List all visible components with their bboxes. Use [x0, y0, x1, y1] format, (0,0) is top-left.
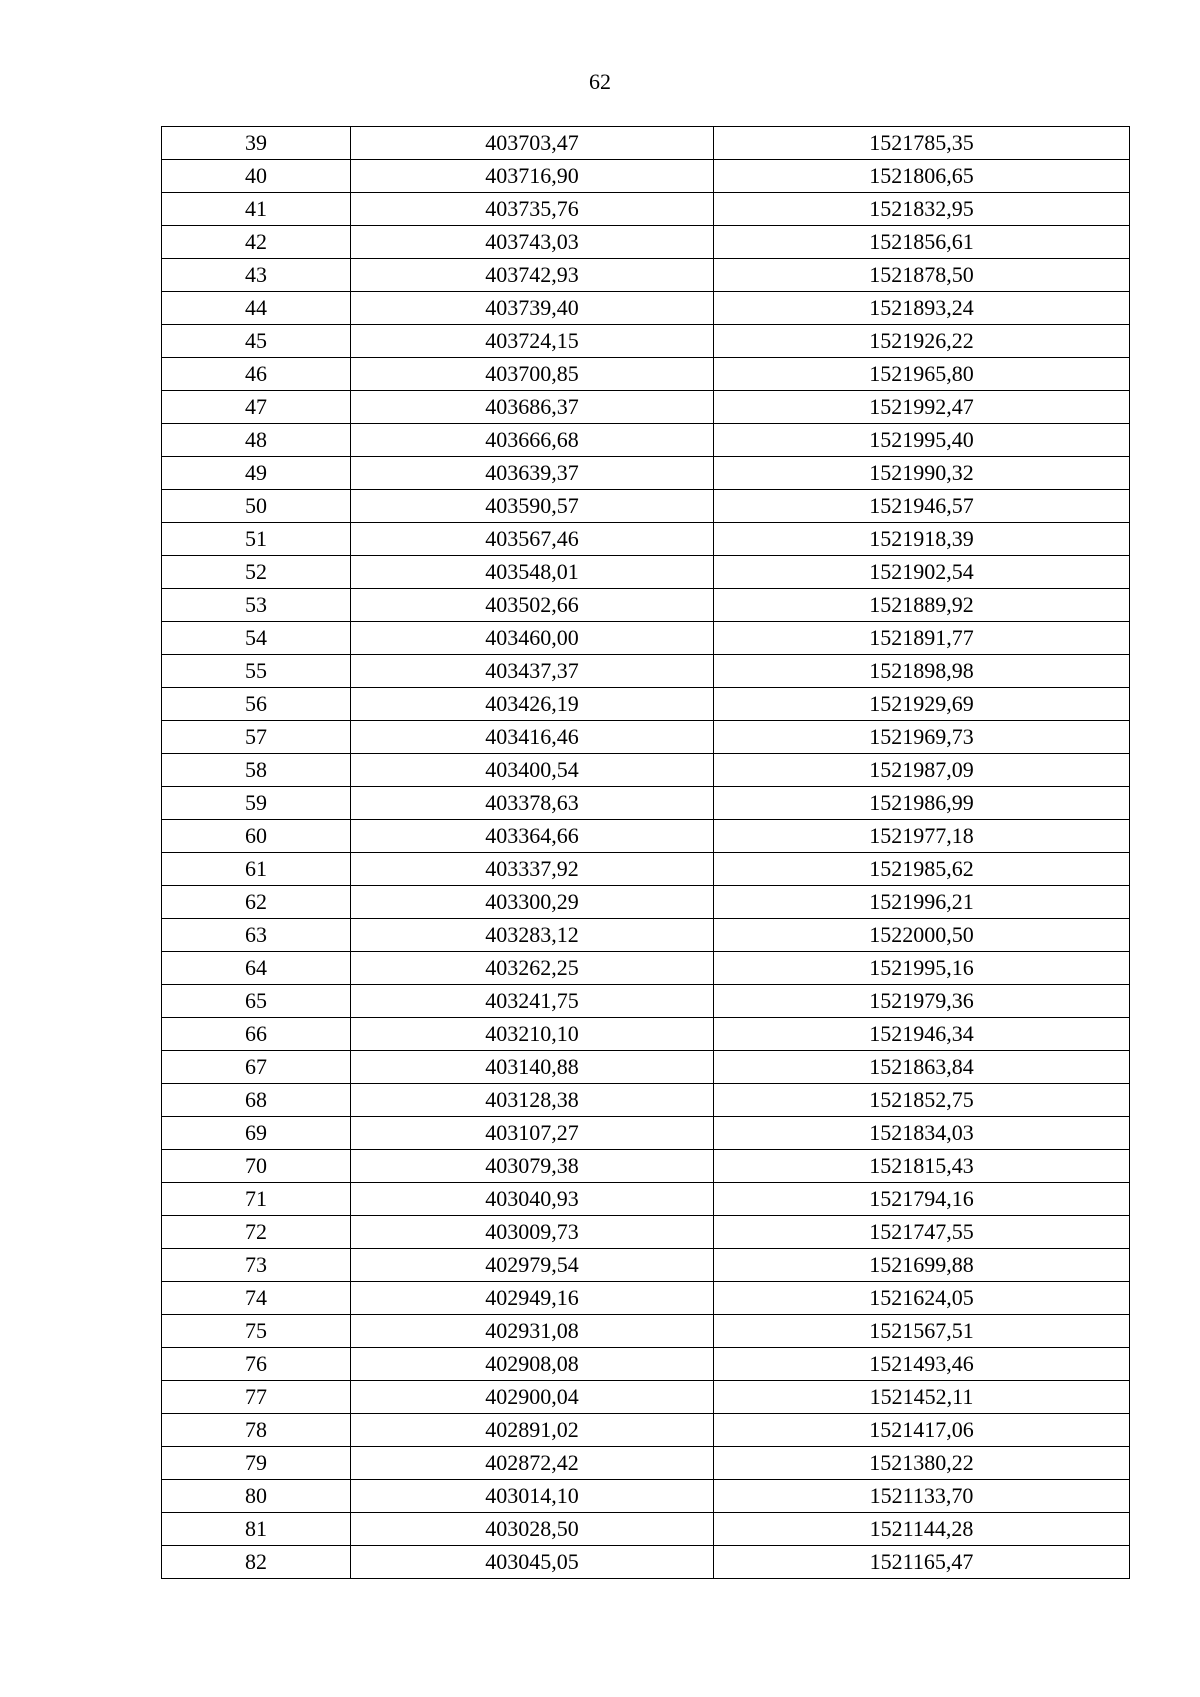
point-number-cell: 69 [162, 1117, 351, 1150]
x-coordinate-cell: 403743,03 [351, 226, 714, 259]
y-coordinate-cell: 1521891,77 [714, 622, 1130, 655]
x-coordinate-cell: 402908,08 [351, 1348, 714, 1381]
table-row [162, 754, 1130, 787]
y-coordinate-cell: 1521990,32 [714, 457, 1130, 490]
point-number-cell: 80 [162, 1480, 351, 1513]
table-row [162, 490, 1130, 523]
y-coordinate-cell: 1521929,69 [714, 688, 1130, 721]
point-number-cell: 61 [162, 853, 351, 886]
x-coordinate-cell: 403703,47 [351, 127, 714, 160]
table-row [162, 1183, 1130, 1216]
point-number-cell: 56 [162, 688, 351, 721]
table-row [162, 391, 1130, 424]
x-coordinate-cell: 403128,38 [351, 1084, 714, 1117]
y-coordinate-cell: 1521918,39 [714, 523, 1130, 556]
table-row [162, 1480, 1130, 1513]
point-number-cell: 45 [162, 325, 351, 358]
table-row [162, 1051, 1130, 1084]
x-coordinate-cell: 403742,93 [351, 259, 714, 292]
point-number-cell: 55 [162, 655, 351, 688]
x-coordinate-cell: 403241,75 [351, 985, 714, 1018]
coordinates-table-body [162, 127, 1130, 1579]
x-coordinate-cell: 403666,68 [351, 424, 714, 457]
x-coordinate-cell: 403400,54 [351, 754, 714, 787]
x-coordinate-cell: 403548,01 [351, 556, 714, 589]
x-coordinate-cell: 403378,63 [351, 787, 714, 820]
point-number-cell: 66 [162, 1018, 351, 1051]
point-number-cell: 53 [162, 589, 351, 622]
y-coordinate-cell: 1521987,09 [714, 754, 1130, 787]
table-row [162, 523, 1130, 556]
point-number-cell: 77 [162, 1381, 351, 1414]
x-coordinate-cell: 403739,40 [351, 292, 714, 325]
point-number-cell: 58 [162, 754, 351, 787]
point-number-cell: 79 [162, 1447, 351, 1480]
x-coordinate-cell: 403639,37 [351, 457, 714, 490]
point-number-cell: 75 [162, 1315, 351, 1348]
point-number-cell: 54 [162, 622, 351, 655]
table-row [162, 325, 1130, 358]
point-number-cell: 63 [162, 919, 351, 952]
table-row [162, 193, 1130, 226]
y-coordinate-cell: 1521852,75 [714, 1084, 1130, 1117]
table-row [162, 1315, 1130, 1348]
point-number-cell: 62 [162, 886, 351, 919]
point-number-cell: 39 [162, 127, 351, 160]
x-coordinate-cell: 403283,12 [351, 919, 714, 952]
page-number: 62 [589, 69, 611, 94]
x-coordinate-cell: 402949,16 [351, 1282, 714, 1315]
y-coordinate-cell: 1521794,16 [714, 1183, 1130, 1216]
coordinates-table [161, 126, 1130, 1579]
point-number-cell: 46 [162, 358, 351, 391]
y-coordinate-cell: 1521889,92 [714, 589, 1130, 622]
table-row [162, 1216, 1130, 1249]
point-number-cell: 40 [162, 160, 351, 193]
point-number-cell: 72 [162, 1216, 351, 1249]
y-coordinate-cell: 1521863,84 [714, 1051, 1130, 1084]
y-coordinate-cell: 1521806,65 [714, 160, 1130, 193]
y-coordinate-cell: 1521747,55 [714, 1216, 1130, 1249]
point-number-cell: 76 [162, 1348, 351, 1381]
table-row [162, 1513, 1130, 1546]
point-number-cell: 70 [162, 1150, 351, 1183]
y-coordinate-cell: 1522000,50 [714, 919, 1130, 952]
x-coordinate-cell: 403262,25 [351, 952, 714, 985]
table-row [162, 1348, 1130, 1381]
table-row [162, 985, 1130, 1018]
x-coordinate-cell: 403337,92 [351, 853, 714, 886]
table-row [162, 787, 1130, 820]
table-row [162, 919, 1130, 952]
table-row [162, 1084, 1130, 1117]
table-row [162, 1150, 1130, 1183]
point-number-cell: 81 [162, 1513, 351, 1546]
point-number-cell: 65 [162, 985, 351, 1018]
x-coordinate-cell: 402872,42 [351, 1447, 714, 1480]
y-coordinate-cell: 1521995,16 [714, 952, 1130, 985]
x-coordinate-cell: 403416,46 [351, 721, 714, 754]
table-row [162, 1249, 1130, 1282]
y-coordinate-cell: 1521926,22 [714, 325, 1130, 358]
table-row [162, 1117, 1130, 1150]
y-coordinate-cell: 1521946,57 [714, 490, 1130, 523]
y-coordinate-cell: 1521380,22 [714, 1447, 1130, 1480]
y-coordinate-cell: 1521977,18 [714, 820, 1130, 853]
table-row [162, 457, 1130, 490]
table-row [162, 292, 1130, 325]
point-number-cell: 47 [162, 391, 351, 424]
y-coordinate-cell: 1521996,21 [714, 886, 1130, 919]
point-number-cell: 73 [162, 1249, 351, 1282]
y-coordinate-cell: 1521893,24 [714, 292, 1130, 325]
point-number-cell: 64 [162, 952, 351, 985]
table-row [162, 226, 1130, 259]
y-coordinate-cell: 1521969,73 [714, 721, 1130, 754]
y-coordinate-cell: 1521878,50 [714, 259, 1130, 292]
y-coordinate-cell: 1521133,70 [714, 1480, 1130, 1513]
table-row [162, 1447, 1130, 1480]
table-row [162, 160, 1130, 193]
point-number-cell: 52 [162, 556, 351, 589]
x-coordinate-cell: 403210,10 [351, 1018, 714, 1051]
point-number-cell: 41 [162, 193, 351, 226]
point-number-cell: 74 [162, 1282, 351, 1315]
y-coordinate-cell: 1521979,36 [714, 985, 1130, 1018]
x-coordinate-cell: 403735,76 [351, 193, 714, 226]
table-row [162, 853, 1130, 886]
y-coordinate-cell: 1521902,54 [714, 556, 1130, 589]
y-coordinate-cell: 1521624,05 [714, 1282, 1130, 1315]
y-coordinate-cell: 1521856,61 [714, 226, 1130, 259]
table-row [162, 127, 1130, 160]
point-number-cell: 43 [162, 259, 351, 292]
point-number-cell: 57 [162, 721, 351, 754]
x-coordinate-cell: 403040,93 [351, 1183, 714, 1216]
table-row [162, 589, 1130, 622]
x-coordinate-cell: 403079,38 [351, 1150, 714, 1183]
x-coordinate-cell: 403700,85 [351, 358, 714, 391]
point-number-cell: 68 [162, 1084, 351, 1117]
table-row [162, 886, 1130, 919]
y-coordinate-cell: 1521834,03 [714, 1117, 1130, 1150]
point-number-cell: 78 [162, 1414, 351, 1447]
x-coordinate-cell: 403460,00 [351, 622, 714, 655]
table-row [162, 1381, 1130, 1414]
x-coordinate-cell: 403686,37 [351, 391, 714, 424]
point-number-cell: 49 [162, 457, 351, 490]
table-row [162, 1282, 1130, 1315]
point-number-cell: 51 [162, 523, 351, 556]
y-coordinate-cell: 1521985,62 [714, 853, 1130, 886]
table-row [162, 688, 1130, 721]
y-coordinate-cell: 1521144,28 [714, 1513, 1130, 1546]
x-coordinate-cell: 403364,66 [351, 820, 714, 853]
y-coordinate-cell: 1521417,06 [714, 1414, 1130, 1447]
x-coordinate-cell: 403009,73 [351, 1216, 714, 1249]
x-coordinate-cell: 403014,10 [351, 1480, 714, 1513]
x-coordinate-cell: 403590,57 [351, 490, 714, 523]
y-coordinate-cell: 1521898,98 [714, 655, 1130, 688]
y-coordinate-cell: 1521493,46 [714, 1348, 1130, 1381]
y-coordinate-cell: 1521165,47 [714, 1546, 1130, 1579]
y-coordinate-cell: 1521832,95 [714, 193, 1130, 226]
table-row [162, 1018, 1130, 1051]
table-row [162, 1546, 1130, 1579]
y-coordinate-cell: 1521986,99 [714, 787, 1130, 820]
y-coordinate-cell: 1521815,43 [714, 1150, 1130, 1183]
point-number-cell: 42 [162, 226, 351, 259]
y-coordinate-cell: 1521452,11 [714, 1381, 1130, 1414]
table-row [162, 259, 1130, 292]
y-coordinate-cell: 1521995,40 [714, 424, 1130, 457]
y-coordinate-cell: 1521785,35 [714, 127, 1130, 160]
x-coordinate-cell: 403502,66 [351, 589, 714, 622]
point-number-cell: 67 [162, 1051, 351, 1084]
point-number-cell: 60 [162, 820, 351, 853]
x-coordinate-cell: 403437,37 [351, 655, 714, 688]
x-coordinate-cell: 403140,88 [351, 1051, 714, 1084]
y-coordinate-cell: 1521992,47 [714, 391, 1130, 424]
table-row [162, 622, 1130, 655]
table-row [162, 655, 1130, 688]
y-coordinate-cell: 1521946,34 [714, 1018, 1130, 1051]
x-coordinate-cell: 403426,19 [351, 688, 714, 721]
x-coordinate-cell: 403567,46 [351, 523, 714, 556]
x-coordinate-cell: 402891,02 [351, 1414, 714, 1447]
point-number-cell: 71 [162, 1183, 351, 1216]
y-coordinate-cell: 1521567,51 [714, 1315, 1130, 1348]
x-coordinate-cell: 403107,27 [351, 1117, 714, 1150]
x-coordinate-cell: 403724,15 [351, 325, 714, 358]
x-coordinate-cell: 402979,54 [351, 1249, 714, 1282]
point-number-cell: 50 [162, 490, 351, 523]
y-coordinate-cell: 1521699,88 [714, 1249, 1130, 1282]
point-number-cell: 82 [162, 1546, 351, 1579]
x-coordinate-cell: 402900,04 [351, 1381, 714, 1414]
point-number-cell: 44 [162, 292, 351, 325]
table-row [162, 952, 1130, 985]
x-coordinate-cell: 403716,90 [351, 160, 714, 193]
table-row [162, 820, 1130, 853]
y-coordinate-cell: 1521965,80 [714, 358, 1130, 391]
table-row [162, 1414, 1130, 1447]
x-coordinate-cell: 403045,05 [351, 1546, 714, 1579]
table-row [162, 424, 1130, 457]
point-number-cell: 48 [162, 424, 351, 457]
x-coordinate-cell: 403028,50 [351, 1513, 714, 1546]
x-coordinate-cell: 403300,29 [351, 886, 714, 919]
table-row [162, 721, 1130, 754]
point-number-cell: 59 [162, 787, 351, 820]
table-row [162, 556, 1130, 589]
x-coordinate-cell: 402931,08 [351, 1315, 714, 1348]
table-row [162, 358, 1130, 391]
